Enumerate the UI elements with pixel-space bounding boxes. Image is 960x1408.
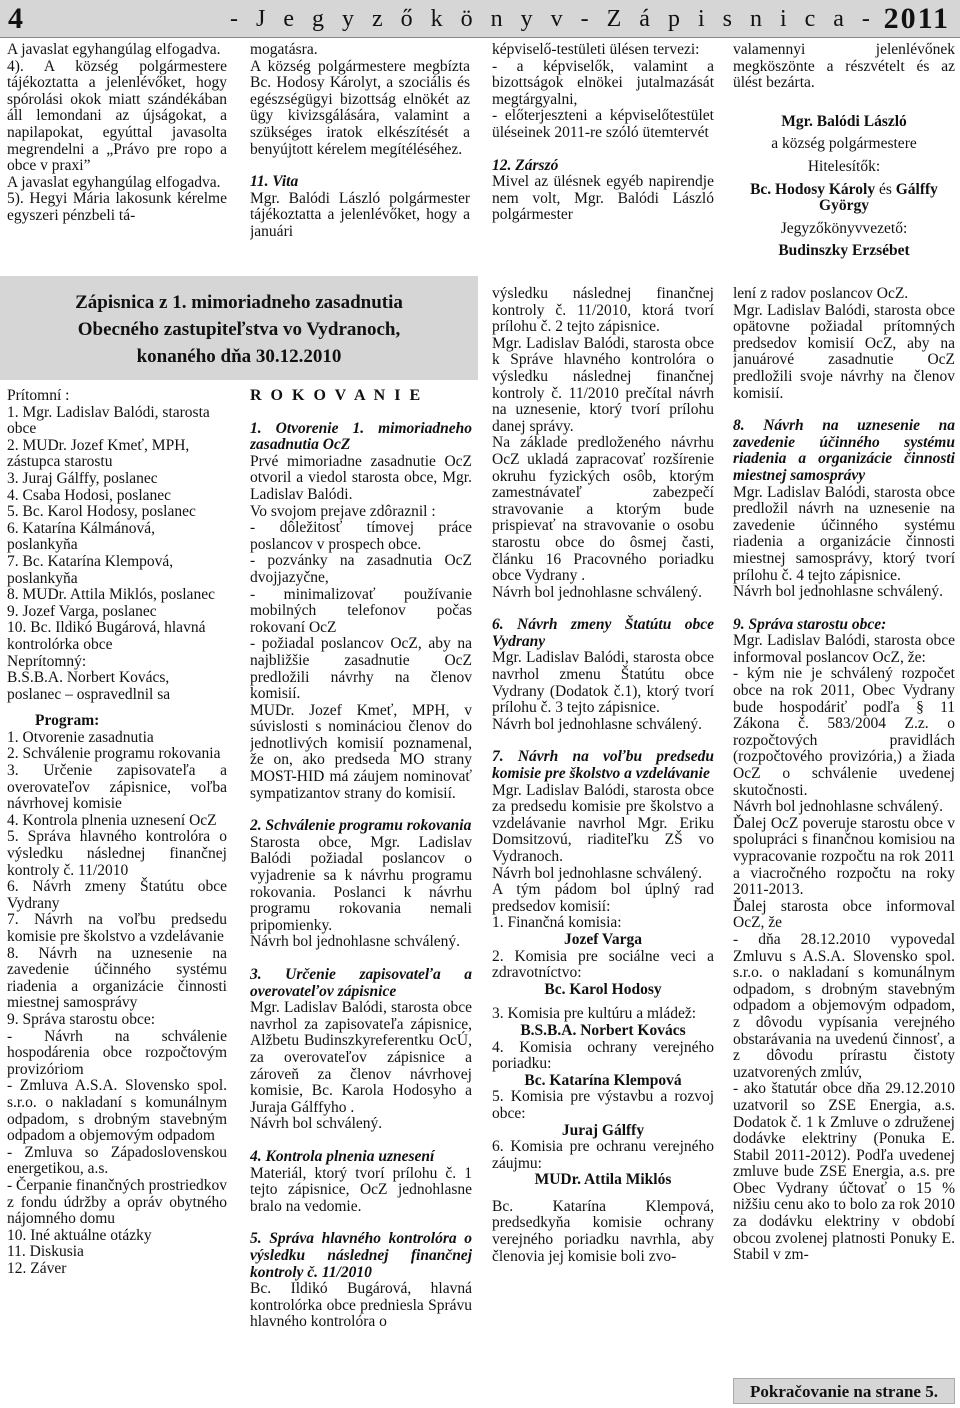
- present-member: 10. Bc. Ildikó Bugárová, hlavná kontrolórka obce: [7, 619, 206, 653]
- hu-column-3: [492, 42, 714, 274]
- program-item: 8. Návrh na uznesenie na zavedenie účinného systému riadenia a organizácie činnosti miestnej samosprávy: [7, 944, 227, 1012]
- section-body: [492, 783, 714, 916]
- paragraph: MUDr. Jozef Kmeť, MPH, v súvislosti s nomináciou členov do jednotlivých komisií poznamenal, že on, ako predseda MO strany MOST-HID má záujem nominovať sympatizantov strany do komisií.: [250, 701, 472, 802]
- paragraph: A javaslat egyhangúlag elfogadva.: [7, 42, 221, 58]
- paragraph: Návrh bol jednohlasne schválený.: [733, 798, 944, 816]
- paragraph: 5). Hegyi Mária lakosunk kérelme egyszeri pénzbeli tá-: [7, 190, 227, 224]
- present-member: 2. MUDr. Jozef Kmeť, MPH, zástupca starostu: [7, 436, 190, 471]
- section-body: [492, 286, 714, 601]
- paragraph: - kým nie je schválený rozpočet obce na rok 2011, Obec Vydrany bude hospodáriť podľa § 11 Zákona č. 583/2004 Z.z. o rozpočtových pravidlách (rozpočtového provizória,) a žiada OcZ o schválenie uvedenej skutočnosti.: [733, 665, 955, 799]
- paragraph: Návrh bol schválený.: [250, 1115, 383, 1133]
- present-label: Prítomní :: [7, 388, 70, 404]
- paragraph: Mivel az ülésnek egyéb napirendje nem volt, Mgr. Balódi László polgármester: [492, 173, 714, 224]
- committee-chair: MUDr. Attila Miklós: [534, 1171, 672, 1189]
- present-member: 5. Bc. Karol Hodosy, poslanec: [7, 503, 196, 521]
- committee-label: 1. Finančná komisia:: [492, 914, 622, 932]
- hu-column-1: [7, 42, 227, 272]
- program-item: 10. Iné aktuálne otázky: [7, 1226, 152, 1244]
- section-heading: 12. Zárszó: [492, 156, 559, 174]
- paragraph: - minimalizovať používanie mobilných telefonov počas rokovaní OcZ: [250, 585, 472, 636]
- paragraph: Ďalej starosta obce informoval OcZ, že: [733, 897, 955, 932]
- verifiers-label: Hitelesítők:: [807, 157, 881, 175]
- paragraph: Návrh bol jednohlasne schválený.: [250, 933, 461, 951]
- paragraph: Vo svojom prejave zdôraznil :: [250, 502, 436, 520]
- section-heading: 11. Vita: [250, 173, 299, 191]
- paragraph: Návrh bol jednohlasne schválený.: [733, 583, 944, 601]
- paragraph: - ako štatutár obce dňa 29.12.2010 uzatvoril so ZSE Energia, a.s. Dodatok č. 1 k Zmluve o združenej dodávke elektriny (Ponuka E. Stabil 2011-2012). Podľa uvedenej zmluve bude ZSE Energia, a.s. pre Obec Vydrany účtovať o 15 % nižšiu cenu ako to bolo za rok 2010 za dodávku elektriny v období obcou zvolenej platnosti Ponuky E. Stabil v zm-: [733, 1080, 955, 1264]
- paragraph: Návrh bol jednohlasne schválený.: [492, 715, 703, 733]
- section-heading: 4. Kontrola plnenia uznesení: [250, 1147, 435, 1165]
- paragraph: 4). A község polgármestere tájékoztatta a jelenlévőket, hogy spórolási okok miatt szándékában áll lemondani az újságokat, a napilapokat, egyúttal javasolta megrendelni a „Právo pre ropo a obce v praxi”: [7, 57, 227, 175]
- newsletter-title: - J e g y z ő k ö n y v - Z á p i s n i c a -: [230, 6, 876, 32]
- program-item: 11. Diskusia: [7, 1243, 84, 1261]
- page-number: 4: [8, 2, 23, 35]
- signature-role: a község polgármestere: [771, 135, 917, 153]
- section-heading: 7. Návrh na voľbu predsedu komisie pre školstvo a vzdelávanie: [492, 748, 714, 783]
- section-heading: 8. Návrh na uznesenie na zavedenie účinného systému riadenia a organizácie činnosti miestnej samosprávy: [733, 417, 955, 484]
- signature-name: Mgr. Balódi László: [781, 112, 907, 130]
- paragraph: - előterjeszteni a képviselőtestület üléseinek 2011-re szóló ütemtervét: [492, 107, 714, 141]
- program-item: 5. Správa hlavného kontrolóra o výsledku následnej finančnej kontroly č. 11/2010: [7, 828, 227, 879]
- section-heading: 3. Určenie zapisovateľa a overovateľov zápisnice: [250, 966, 472, 1000]
- clerk-name: Budinszky Erzsébet: [778, 242, 910, 260]
- present-member: 8. MUDr. Attila Miklós, poslanec: [7, 586, 215, 604]
- paragraph: Mgr. Ladislav Balódi, starosta obce predložil návrh na uznesenie na zavedenie účinného systému riadenia a organizácie činnosti miestnej samosprávy, ktorý tvorí prílohu č. 4 tejto zápisnice.: [733, 483, 955, 584]
- program-list: [7, 730, 227, 1278]
- committee-chair: Bc. Katarína Klempová: [524, 1071, 682, 1089]
- section-body: [250, 835, 472, 951]
- program-item: 7. Návrh na voľbu predsedu komisie pre školstvo a vzdelávanie: [7, 911, 227, 945]
- paragraph: výsledku následnej finančnej kontroly č. 11/2010, ktorá tvorí prílohu č. 2 tejto zápisnice.: [492, 286, 714, 336]
- minutes-title-line-2: Obecného zastupiteľstva vo Vydranoch,: [77, 319, 401, 340]
- paragraph: Materiál, ktorý tvorí prílohu č. 1 tejto zápisnice, OcZ jednohlasne bralo na vedomie.: [250, 1164, 472, 1215]
- committee-label: 6. Komisia pre ochranu verejného záujmu:: [492, 1138, 714, 1172]
- minutes-title-line-3: konaného dňa 30.12.2010: [136, 346, 342, 367]
- section-heading: 2. Schválenie programu rokovania: [250, 817, 472, 835]
- paragraph: Mgr. Ladislav Balódi, starosta obce k Správe hlavného kontrolóra o výsledku následnej finančnej kontroly č. 11/2010 prečítal návrh na uznesenie, ktorý tvorí prílohu danej správy.: [492, 334, 714, 435]
- program-item: - Zmluva so Západoslovenskou energetikou, a.s.: [7, 1143, 227, 1178]
- committee-label: 3. Komisia pre kultúru a mládež:: [492, 1005, 697, 1023]
- minutes-title-box: [0, 276, 478, 380]
- program-item: - Zmluva A.S.A. Slovensko spol. s.r.o. o nakladaní s komunálnym odpadom, s drobným stavebným odpadom a objemovým odpadom: [7, 1077, 227, 1145]
- present-member: 1. Mgr. Ladislav Balódi, starosta obce: [7, 403, 210, 438]
- paragraph: Mgr. Balódi László polgármester tájékoztatta a jelenlévőket, hogy a januári: [250, 189, 470, 240]
- clerk-label: Jegyzőkönyvvezető:: [780, 219, 908, 237]
- paragraph: A tým pádom bol úplný rad predsedov komisií:: [492, 881, 714, 915]
- committee-label: 4. Komisia ochrany verejného poriadku:: [492, 1038, 714, 1073]
- section-body: [492, 650, 714, 733]
- present-member: 9. Jozef Varga, poslanec: [7, 602, 157, 620]
- committee-label: 5. Komisia pre výstavbu a rozvoj obce:: [492, 1088, 714, 1122]
- paragraph: Mgr. Ladislav Balódi, starosta obce opätovne požiadal prítomných predsedov komisií OcZ, aby na januárové zasadnutie OcZ predložili svoje návrhy na členov komisií.: [733, 301, 955, 402]
- program-label: Program:: [35, 712, 100, 730]
- committee-chair: Bc. Karol Hodosy: [544, 980, 662, 998]
- minutes-title-line-1: Zápisnica z 1. mimoriadneho zasadnutia: [75, 292, 403, 313]
- section-body: [250, 454, 472, 802]
- section-body: [733, 633, 955, 1264]
- present-member: 3. Juraj Gálffy, poslanec: [7, 469, 158, 487]
- hu-column-4: [733, 42, 955, 274]
- sk-column-2: [250, 388, 472, 1398]
- section-heading: 1. Otvorenie 1. mimoriadneho zasadnutia OcZ: [250, 419, 472, 454]
- section-body: [250, 1166, 472, 1216]
- page-header: [0, 0, 960, 38]
- program-item: 12. Záver: [7, 1259, 67, 1277]
- program-item: 1. Otvorenie zasadnutia: [7, 728, 154, 746]
- program-item: 4. Kontrola plnenia uznesení OcZ: [7, 811, 217, 829]
- present-member: 6. Katarína Kálmánová, poslankyňa: [7, 519, 156, 554]
- committee-chair: B.S.B.A. Norbert Kovács: [520, 1021, 686, 1039]
- program-item: - Čerpanie finančných prostriedkov z fondu údržby a opráv obytného nájomného domu: [7, 1176, 227, 1228]
- paragraph: Návrh bol jednohlasne schválený.: [492, 864, 703, 882]
- program-item: 3. Určenie zapisovateľa a overovateľov zápisnice, voľba návrhovej komisie: [7, 762, 227, 813]
- program-item: 2. Schválenie programu rokovania: [7, 745, 221, 763]
- paragraph: A község polgármestere megbízta Bc. Hodosy Károlyt, a szociális és egészségügyi bizottság elnökét az ügy kivizsgálására, valamint a szükséges iratok elkészítését a benyújtott kérelem megítéléséhez.: [250, 57, 470, 158]
- section-main-heading: R O K O V A N I E: [250, 388, 423, 404]
- paragraph: Mgr. Ladislav Balódi, starosta obce navrhol za zapisovateľa zápisnice, Alžbetu Budinszkyreferentku OcÚ, za overovateľov zápisnice a zároveň za členov návrhovej komisie, Bc. Karola Hodosyho a Juraja Gálffyho .: [250, 999, 472, 1116]
- paragraph: Mgr. Ladislav Balódi, starosta obce informoval poslancov OcZ, že:: [733, 632, 955, 666]
- present-member: 4. Csaba Hodosi, poslanec: [7, 486, 172, 504]
- section-heading: 9. Správa starostu obce:: [733, 615, 887, 633]
- paragraph: Mgr. Ladislav Balódi, starosta obce navrhol zmenu Štatútu obce Vydrany (Dodatok č.1), ktorý tvorí prílohu č. 3 tejto zápisnice.: [492, 649, 714, 717]
- paragraph: - dňa 28.12.2010 vypovedal Zmluvu s A.S.A. Slovensko spol. s.r.o. o nakladaní s komunálnym odpadom, s drobným stavebným odpadom a objemovým odpadom, z dôvodu vypísania verejného obstarávania na uvedenú činnosť, a z dôvodu prírastu čistoty uzatvorených zmlúv,: [733, 930, 955, 1081]
- present-list: [7, 405, 227, 654]
- paragraph: valamennyi jelenlévőnek megköszönte a részvételt és az ülést bezárta.: [733, 42, 955, 92]
- committee-chair: Jozef Varga: [564, 930, 642, 948]
- paragraph: Návrh bol jednohlasne schválený.: [492, 583, 703, 601]
- paragraph: Starosta obce, Mgr. Ladislav Balódi požiadal poslancov o vyjadrenie sa k návrhu programu rokovania. Poslanci k návrhu programu rokovania nemali pripomienky.: [250, 833, 472, 934]
- paragraph: - dôležitosť tímovej práce poslancov v prospech obce.: [250, 519, 472, 553]
- paragraph: Mgr. Ladislav Balódi, starosta obce za predsedu komisie pre školstvo a vzdelávanie navrhol Mgr. Eriku Domsitzovú, riaditeľku ZŠ vo Vydranoch.: [492, 781, 714, 865]
- paragraph: Prvé mimoriadne zasadnutie OcZ otvoril a viedol starosta obce, Mgr. Ladislav Balódi.: [250, 452, 472, 503]
- section-body: [250, 1000, 472, 1133]
- paragraph: - pozvánky na zasadnutia OcZ dvojjazyčne,: [250, 552, 472, 586]
- paragraph: Bc. Katarína Klempová, predsedkyňa komisie ochrany verejného poriadku navrhla, aby členovia jej komisie boli zvo-: [492, 1197, 714, 1265]
- paragraph: Ďalej OcZ poveruje starostu obce v spolupráci s finančnou komisiou na vypracovanie rozpočtu na rok 2011 a viacročného rozpočtu na roky 2011-2013.: [733, 814, 955, 899]
- absent-label: Neprítomný:: [7, 652, 87, 670]
- year: 2011: [883, 2, 950, 35]
- committee-label: 2. Komisia pre sociálne veci a zdravotníctvo:: [492, 947, 714, 982]
- absent-text: B.S.B.A. Norbert Kovács, poslanec – ospravedlnil sa: [7, 669, 171, 703]
- section-body: [733, 485, 955, 601]
- section-heading: 5. Správa hlavného kontrolóra o výsledku následnej finančnej kontroly č. 11/2010: [250, 1230, 472, 1281]
- sk-column-3: [492, 286, 714, 1398]
- section-heading: 6. Návrh zmeny Štatútu obce Vydrany: [492, 616, 714, 650]
- paragraph: Na základe predloženého návrhu OcZ ukladá zapracovať rozšírenie okruhu fyzických osôb, ktorým zamestnávateľ zabezpečí stravovanie a ktorým bude prispievať na stravovanie o osobu starostu obce do ôsmej časti, článku 16 Pracovného poriadku obce Vydrany .: [492, 434, 714, 585]
- paragraph: lení z radov poslancov OcZ.: [733, 286, 909, 302]
- paragraph: A javaslat egyhangúlag elfogadva.: [7, 173, 221, 191]
- paragraph: mogatásra.: [250, 42, 318, 58]
- continued-on-next-page[interactable]: Pokračovanie na strane 5.: [733, 1378, 955, 1404]
- hu-column-2: [250, 42, 470, 274]
- program-item: 9. Správa starostu obce:: [7, 1010, 156, 1028]
- verifiers-names: Bc. Hodosy Károly és Gálffy György: [750, 180, 938, 215]
- sk-column-1: [7, 388, 227, 1398]
- program-item: - Návrh na schválenie hospodárenia obce rozpočtovým provizóriom: [7, 1027, 227, 1078]
- sk-column-4: [733, 286, 955, 1374]
- paragraph: - a képviselők, valamint a bizottságok elnökei jutalmazását megtárgyalni,: [492, 57, 714, 108]
- paragraph: Bc. Ildikó Bugárová, hlavná kontrolórka obce predniesla Správu hlavného kontrolóra o: [250, 1280, 472, 1331]
- present-member: 7. Bc. Katarína Klempová, poslankyňa: [7, 552, 174, 587]
- paragraph: képviselő-testületi ülésen tervezi:: [492, 42, 700, 58]
- program-item: 6. Návrh zmeny Štatútu obce Vydrany: [7, 878, 227, 912]
- committee-chair: Juraj Gálffy: [561, 1121, 645, 1139]
- paragraph: - požiadal poslancov OcZ, aby na najbližšie zasadnutie OcZ predložili návrhy na členov komisií.: [250, 635, 472, 703]
